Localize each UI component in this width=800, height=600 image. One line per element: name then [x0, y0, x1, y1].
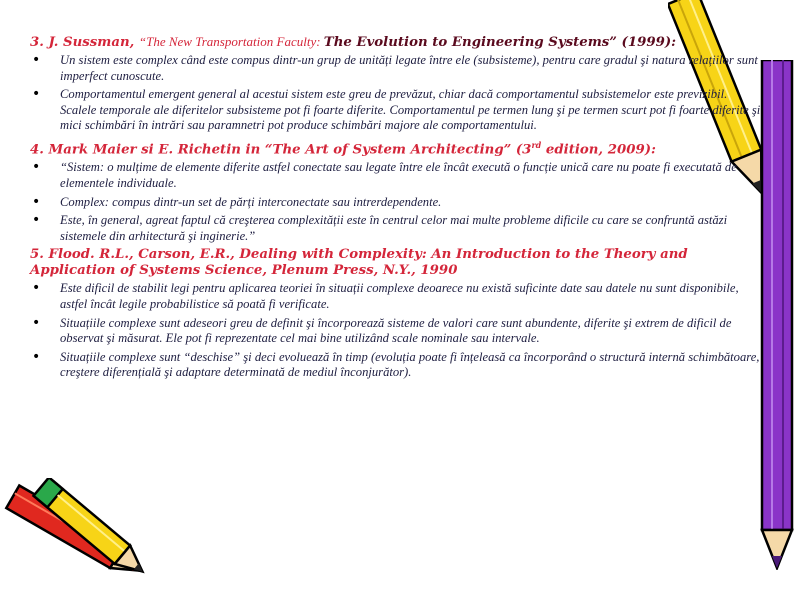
section-5-list — [30, 281, 765, 381]
section-3-title-bold: The Evolution to Engineering Systems” (1999): — [323, 35, 677, 50]
section-4-title: 4. Mark Maier si E. Richetin in “The Art of System Architecting” (3 — [30, 142, 532, 158]
list-item: • Este dificil de stabilit legi pentru aplicarea teoriei în situații complexe deoarece nu există suficinte date sau datele nu sunt disponibile, astfel încât legile probabilistice să poată fi verificate. — [30, 281, 765, 312]
section-3-author: 3. J. Sussman, — [30, 35, 139, 50]
list-item: • Situațiile complexe sunt adeseori greu de definit şi încorporează sisteme de valori care sunt abundente, diferite şi extrem de dificil de observat şi măsurat. Ele pot fi reprezentate cel mai bine utilizând scale nominale sau intervale. — [30, 316, 765, 347]
list-item: • Un sistem este complex când este compus dintr-un grup de unități legate între ele (subsisteme), pentru care gradul şi natura relațiilor sunt imperfect cunoscute. — [30, 53, 765, 84]
section-4-list — [30, 160, 765, 244]
list-item: • Situațiile complexe sunt “deschise” şi deci evoluează în timp (evoluția poate fi înțeleasă ca încorporând o structură internă schimbătoare, creştere diferențială şi adaptare determinată de mediul înconjurător). — [30, 350, 765, 381]
section-5-heading — [30, 247, 765, 279]
section-4-sup: rd — [531, 139, 542, 150]
content-area — [30, 34, 765, 384]
list-item: • “Sistem: o mulțime de elemente diferite astfel conectate sau legate între ele încât execută o funcție unică care nu poate fi executată de elementele individuale. — [30, 160, 765, 191]
list-item: • Complex: compus dintr-un set de părți interconectate sau intrerdependente. — [30, 195, 765, 211]
section-3-title-italic: “The New Transportation Faculty: — [138, 34, 324, 49]
green-pencil-icon — [30, 478, 160, 593]
list-item: • Este, în general, agreat faptul că creşterea complexității este în centrul celor mai multe probleme dificile cu care se confruntă astăzi sistemele din arhitectură şi inginerie.” — [30, 213, 765, 244]
section-3-heading — [30, 34, 765, 51]
section-5-title: 5. Flood. R.L., Carson, E.R., Dealing with Complexity: An Introduction to the Theory and Application of Systems Science, Plenum Press, N.Y., 1990 — [30, 247, 688, 279]
section-3-list — [30, 53, 765, 134]
section-4-heading — [30, 137, 765, 158]
section-4-tail: edition, 2009): — [541, 142, 656, 158]
list-item: • Comportamentul emergent general al acestui sistem este greu de prevăzut, chiar dacă comportamentul subsistemelor este previzibil. Scalele temporale ale diferitelor subsisteme pot fi foarte diferite. Comportamentul pe termen lung şi pe termen scurt pot fi foarte diferite şi mici schimbări în intrări sau paramnetri pot produce schimbări majore ale comportamentului. — [30, 87, 765, 134]
